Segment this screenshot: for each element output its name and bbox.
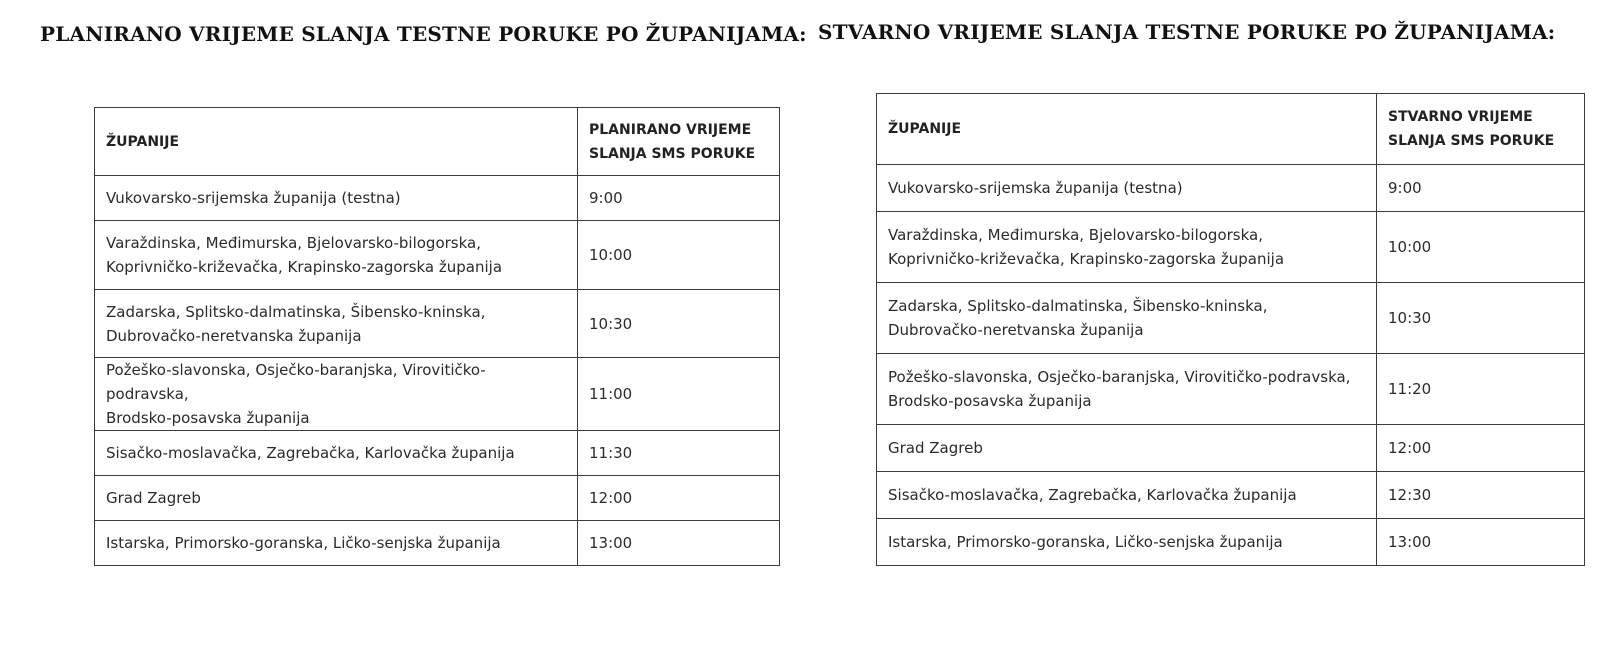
county-cell [95, 221, 578, 290]
planned-schedule-table [94, 107, 780, 566]
county-cell [95, 358, 578, 431]
county-text-line2: Koprivničko-križevačka, Krapinsko-zagorska županija [888, 250, 1285, 268]
county-text: Vukovarsko-srijemska županija (testna) [888, 179, 1183, 197]
table-row [877, 425, 1585, 472]
time-cell: 10:00 [1377, 212, 1585, 283]
county-cell [95, 290, 578, 358]
table-row [95, 431, 780, 476]
time-column-header [1377, 94, 1585, 165]
time-cell: 9:00 [578, 176, 780, 221]
time-cell: 12:00 [1377, 425, 1585, 472]
table-row [877, 472, 1585, 519]
county-column-header: ŽUPANIJE [877, 94, 1377, 165]
county-cell [877, 425, 1377, 472]
table-row [95, 221, 780, 290]
county-text: Grad Zagreb [888, 439, 983, 457]
county-cell [95, 476, 578, 521]
county-cell [877, 283, 1377, 354]
time-cell: 13:00 [1377, 519, 1585, 566]
table-row [95, 358, 780, 431]
table-row [877, 212, 1585, 283]
county-text-line1: Požeško-slavonska, Osječko-baranjska, Virovitičko-podravska, [888, 368, 1351, 386]
county-text-line1: Zadarska, Splitsko-dalmatinska, Šibensko-kninska, [888, 297, 1268, 315]
county-text: Grad Zagreb [106, 489, 201, 507]
time-cell: 11:30 [578, 431, 780, 476]
table-row [95, 176, 780, 221]
county-text: Sisačko-moslavačka, Zagrebačka, Karlovačka županija [106, 444, 515, 462]
time-cell: 11:00 [578, 358, 780, 431]
county-text-line2: Brodsko-posavska županija [888, 392, 1092, 410]
table-row [877, 519, 1585, 566]
table-header-row [877, 94, 1585, 165]
county-text-line1: Varaždinska, Međimurska, Bjelovarsko-bilogorska, [106, 234, 481, 252]
table-row [877, 354, 1585, 425]
time-column-header [578, 108, 780, 176]
county-cell [95, 431, 578, 476]
actual-schedule-title: STVARNO VRIJEME SLANJA TESTNE PORUKE PO ŽUPANIJAMA: [818, 20, 1556, 44]
county-cell [877, 354, 1377, 425]
county-text-line2: Brodsko-posavska županija [106, 409, 310, 427]
table-row [877, 283, 1585, 354]
county-text-line1: Varaždinska, Međimurska, Bjelovarsko-bilogorska, [888, 226, 1263, 244]
time-header-line2: SLANJA SMS PORUKE [1388, 133, 1555, 149]
planned-schedule-title: PLANIRANO VRIJEME SLANJA TESTNE PORUKE PO ŽUPANIJAMA: [40, 22, 807, 46]
time-cell: 10:30 [578, 290, 780, 358]
time-cell: 9:00 [1377, 165, 1585, 212]
county-text-line2: Dubrovačko-neretvanska županija [888, 321, 1144, 339]
time-cell: 12:00 [578, 476, 780, 521]
county-text: Vukovarsko-srijemska županija (testna) [106, 189, 401, 207]
table-row [95, 290, 780, 358]
county-cell [95, 176, 578, 221]
time-header-line2: SLANJA SMS PORUKE [589, 145, 756, 162]
time-header-line1: STVARNO VRIJEME [1388, 109, 1533, 125]
actual-schedule-table [876, 93, 1585, 566]
county-cell [877, 212, 1377, 283]
county-cell [877, 165, 1377, 212]
county-text-line1: Požeško-slavonska, Osječko-baranjska, Virovitičko-podravska, [106, 361, 486, 403]
time-header-line1: PLANIRANO VRIJEME [589, 121, 752, 138]
time-cell: 10:00 [578, 221, 780, 290]
county-text-line1: Zadarska, Splitsko-dalmatinska, Šibensko-kninska, [106, 302, 486, 321]
county-cell [877, 472, 1377, 519]
table-row [95, 476, 780, 521]
table-row [877, 165, 1585, 212]
county-text: Sisačko-moslavačka, Zagrebačka, Karlovačka županija [888, 486, 1297, 504]
county-column-header: ŽUPANIJE [95, 108, 578, 176]
time-cell: 10:30 [1377, 283, 1585, 354]
table-row [95, 521, 780, 566]
county-cell [877, 519, 1377, 566]
county-text: Istarska, Primorsko-goranska, Ličko-senjska županija [106, 534, 501, 552]
county-text-line2: Koprivničko-križevačka, Krapinsko-zagorska županija [106, 258, 503, 276]
county-text-line2: Dubrovačko-neretvanska županija [106, 326, 362, 345]
county-text: Istarska, Primorsko-goranska, Ličko-senjska županija [888, 533, 1283, 551]
time-cell: 12:30 [1377, 472, 1585, 519]
table-header-row [95, 108, 780, 176]
time-cell: 11:20 [1377, 354, 1585, 425]
county-cell [95, 521, 578, 566]
time-cell: 13:00 [578, 521, 780, 566]
